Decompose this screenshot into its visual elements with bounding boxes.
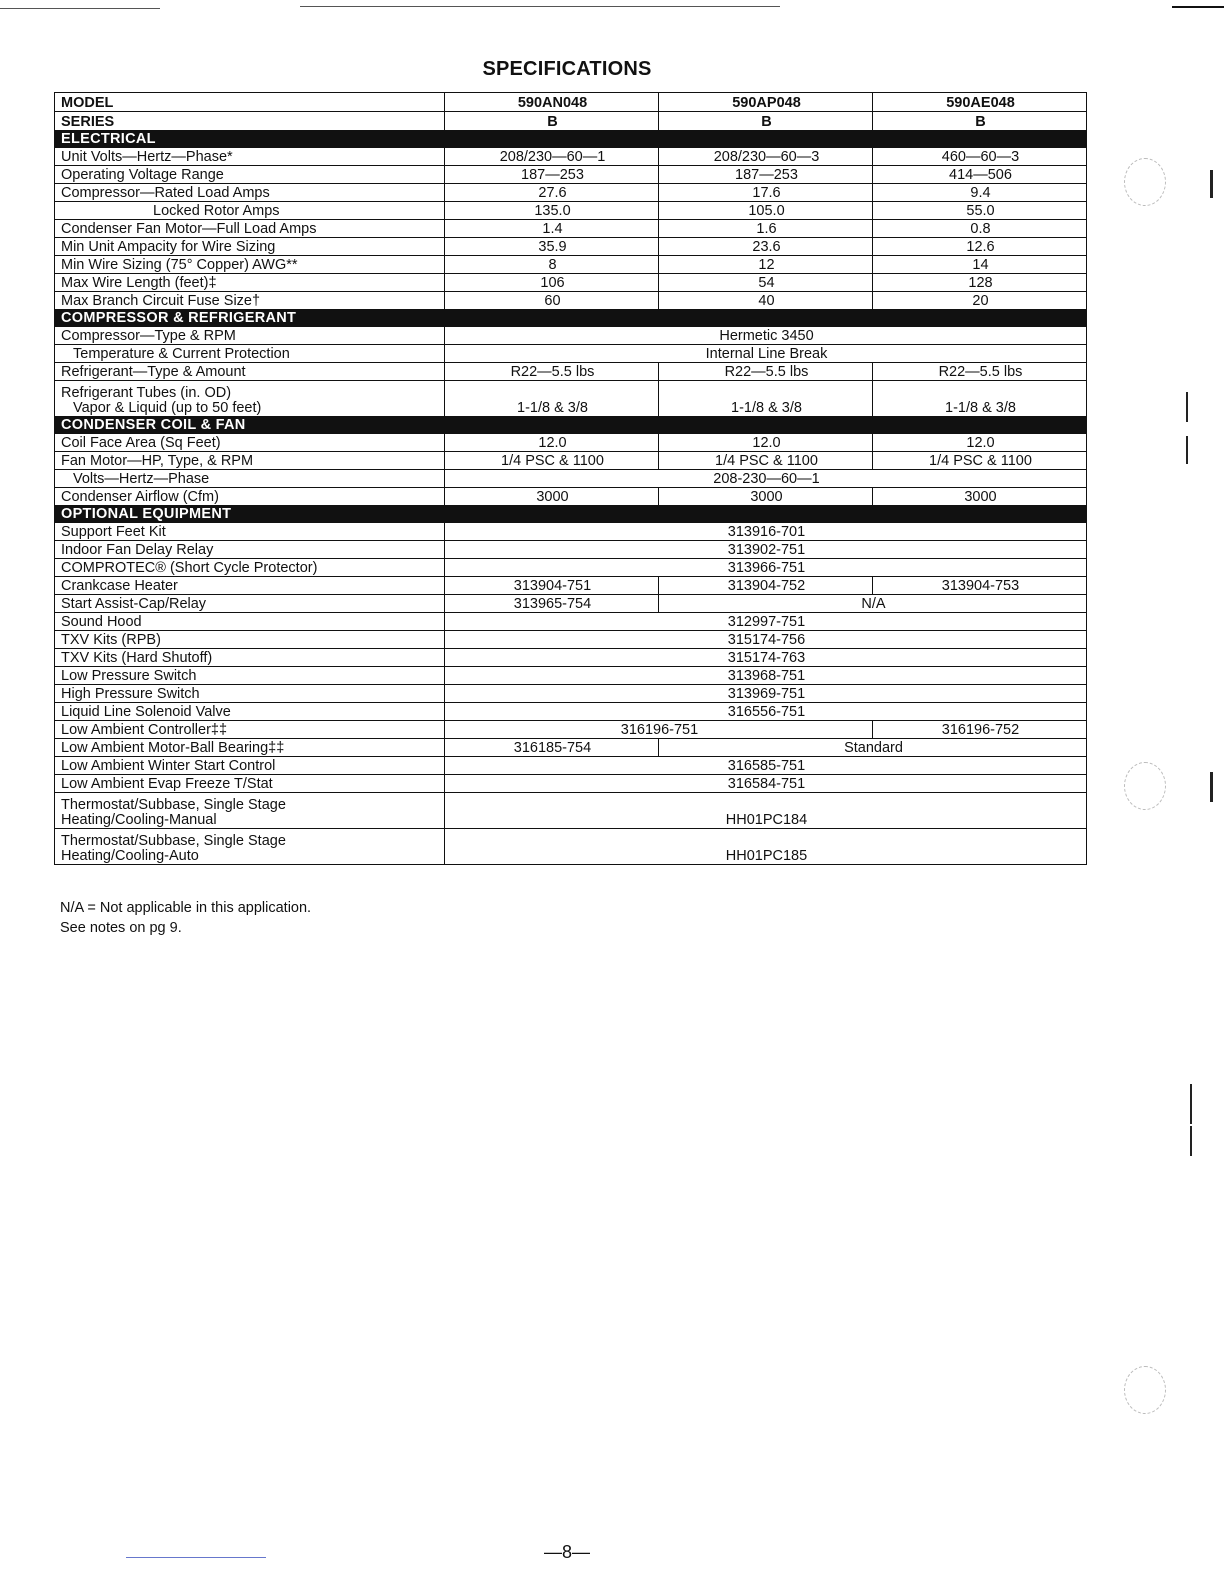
row-label: Compressor—Type & RPM xyxy=(55,327,445,345)
series-2: B xyxy=(659,112,873,131)
row-label xyxy=(55,793,445,829)
row-label: Low Ambient Winter Start Control xyxy=(55,757,445,775)
table-row xyxy=(55,631,1087,649)
row-label: Crankcase Heater xyxy=(55,577,445,595)
cell-value: 0.8 xyxy=(873,220,1087,238)
model-1: 590AN048 xyxy=(445,93,659,112)
table-row xyxy=(55,166,1087,184)
section-optional-heading: OPTIONAL EQUIPMENT xyxy=(55,506,1087,523)
table-row xyxy=(55,559,1087,577)
table-row xyxy=(55,184,1087,202)
row-label: Fan Motor—HP, Type, & RPM xyxy=(55,452,445,470)
cell-value: 316185-754 xyxy=(445,739,659,757)
row-label: COMPROTEC® (Short Cycle Protector) xyxy=(55,559,445,577)
row-label: Volts—Hertz—Phase xyxy=(55,470,445,488)
cell-value: 1.4 xyxy=(445,220,659,238)
cell-value: 313968-751 xyxy=(445,667,1087,685)
table-row xyxy=(55,434,1087,452)
table-row xyxy=(55,541,1087,559)
cell-value: 9.4 xyxy=(873,184,1087,202)
row-label: Min Wire Sizing (75° Copper) AWG** xyxy=(55,256,445,274)
cell-value: R22—5.5 lbs xyxy=(445,363,659,381)
note-see-page: See notes on pg 9. xyxy=(60,920,182,936)
cell-value: 315174-756 xyxy=(445,631,1087,649)
series-label: SERIES xyxy=(55,112,445,131)
cell-value: 460—60—3 xyxy=(873,148,1087,166)
cell-value: 12.0 xyxy=(659,434,873,452)
row-label: Locked Rotor Amps xyxy=(55,202,445,220)
section-electrical-heading: ELECTRICAL xyxy=(55,131,1087,148)
cell-value: 313902-751 xyxy=(445,541,1087,559)
row-label: Low Ambient Controller‡‡ xyxy=(55,721,445,739)
hole-punch-mark-upper xyxy=(1124,158,1166,206)
cell-value: 35.9 xyxy=(445,238,659,256)
cell-value: 3000 xyxy=(445,488,659,506)
row-label: High Pressure Switch xyxy=(55,685,445,703)
table-row xyxy=(55,452,1087,470)
cell-value: 20 xyxy=(873,292,1087,310)
cell-value: 55.0 xyxy=(873,202,1087,220)
row-label: TXV Kits (Hard Shutoff) xyxy=(55,649,445,667)
table-row xyxy=(55,739,1087,757)
cell-value: 27.6 xyxy=(445,184,659,202)
scan-top-line-right xyxy=(300,6,780,7)
model-label: MODEL xyxy=(55,93,445,112)
row-label: Temperature & Current Protection xyxy=(55,345,445,363)
edge-mark-5 xyxy=(1190,1084,1192,1124)
table-row xyxy=(55,523,1087,541)
cell-value: 12.0 xyxy=(873,434,1087,452)
footer-rule xyxy=(126,1557,266,1558)
cell-value: 313965-754 xyxy=(445,595,659,613)
table-notes xyxy=(60,898,311,938)
row-label-line-2: Vapor & Liquid (up to 50 feet) xyxy=(73,400,262,416)
section-electrical xyxy=(55,131,1087,148)
cell-value: R22—5.5 lbs xyxy=(873,363,1087,381)
cell-value: 316196-751 xyxy=(445,721,873,739)
edge-mark-2 xyxy=(1186,392,1188,422)
table-row xyxy=(55,775,1087,793)
cell-value: 17.6 xyxy=(659,184,873,202)
table-row xyxy=(55,649,1087,667)
hole-punch-mark-middle xyxy=(1124,762,1166,810)
cell-value: 1-1/8 & 3/8 xyxy=(659,381,873,417)
edge-mark-3 xyxy=(1186,436,1188,464)
row-label: Low Pressure Switch xyxy=(55,667,445,685)
model-2: 590AP048 xyxy=(659,93,873,112)
cell-value: 1/4 PSC & 1100 xyxy=(873,452,1087,470)
table-row xyxy=(55,381,1087,417)
row-label: Max Wire Length (feet)‡ xyxy=(55,274,445,292)
cell-value: 105.0 xyxy=(659,202,873,220)
cell-value: 313904-751 xyxy=(445,577,659,595)
cell-value: 12.0 xyxy=(445,434,659,452)
section-condenser-heading: CONDENSER COIL & FAN xyxy=(55,417,1087,434)
series-3: B xyxy=(873,112,1087,131)
cell-value: HH01PC184 xyxy=(445,793,1087,829)
cell-value: 14 xyxy=(873,256,1087,274)
hole-punch-mark-lower xyxy=(1124,1366,1166,1414)
row-label-line-2: Heating/Cooling-Manual xyxy=(61,812,217,828)
row-label: Low Ambient Evap Freeze T/Stat xyxy=(55,775,445,793)
row-label: Sound Hood xyxy=(55,613,445,631)
model-3: 590AE048 xyxy=(873,93,1087,112)
cell-value: 40 xyxy=(659,292,873,310)
series-1: B xyxy=(445,112,659,131)
cell-value: 316196-752 xyxy=(873,721,1087,739)
row-label: Condenser Fan Motor—Full Load Amps xyxy=(55,220,445,238)
row-label: Start Assist-Cap/Relay xyxy=(55,595,445,613)
table-row xyxy=(55,488,1087,506)
row-label: Coil Face Area (Sq Feet) xyxy=(55,434,445,452)
cell-value: N/A xyxy=(659,595,1087,613)
cell-value: 414—506 xyxy=(873,166,1087,184)
cell-value: 128 xyxy=(873,274,1087,292)
cell-value: 313904-752 xyxy=(659,577,873,595)
table-row xyxy=(55,274,1087,292)
cell-value: 187—253 xyxy=(445,166,659,184)
row-label: Min Unit Ampacity for Wire Sizing xyxy=(55,238,445,256)
section-condenser xyxy=(55,417,1087,434)
cell-value: 312997-751 xyxy=(445,613,1087,631)
edge-mark-4 xyxy=(1210,772,1213,802)
cell-value: 1-1/8 & 3/8 xyxy=(445,381,659,417)
scan-top-line-far-right xyxy=(1172,6,1224,8)
cell-value: 316585-751 xyxy=(445,757,1087,775)
cell-value: 12.6 xyxy=(873,238,1087,256)
table-row xyxy=(55,470,1087,488)
table-row xyxy=(55,703,1087,721)
row-label: Low Ambient Motor-Ball Bearing‡‡ xyxy=(55,739,445,757)
row-label: Indoor Fan Delay Relay xyxy=(55,541,445,559)
row-label: Support Feet Kit xyxy=(55,523,445,541)
cell-value: 313969-751 xyxy=(445,685,1087,703)
table-row xyxy=(55,685,1087,703)
cell-value: 208/230—60—3 xyxy=(659,148,873,166)
cell-value: 208/230—60—1 xyxy=(445,148,659,166)
cell-value: 3000 xyxy=(659,488,873,506)
table-row xyxy=(55,577,1087,595)
section-compressor-heading: COMPRESSOR & REFRIGERANT xyxy=(55,310,1087,327)
cell-value: 106 xyxy=(445,274,659,292)
cell-value: 1/4 PSC & 1100 xyxy=(445,452,659,470)
cell-value: Hermetic 3450 xyxy=(445,327,1087,345)
cell-value: 316584-751 xyxy=(445,775,1087,793)
cell-value: Standard xyxy=(659,739,1087,757)
row-label: Operating Voltage Range xyxy=(55,166,445,184)
page-number: —8— xyxy=(543,1542,590,1562)
specifications-table xyxy=(54,92,1087,865)
cell-value: 313966-751 xyxy=(445,559,1087,577)
cell-value: 1.6 xyxy=(659,220,873,238)
table-row xyxy=(55,613,1087,631)
table-row xyxy=(55,345,1087,363)
cell-value: Internal Line Break xyxy=(445,345,1087,363)
cell-value: 1/4 PSC & 1100 xyxy=(659,452,873,470)
page-title: SPECIFICATIONS xyxy=(482,58,652,80)
table-row xyxy=(55,327,1087,345)
row-label: Max Branch Circuit Fuse Size† xyxy=(55,292,445,310)
cell-value: 135.0 xyxy=(445,202,659,220)
table-row xyxy=(55,721,1087,739)
cell-value: 187—253 xyxy=(659,166,873,184)
cell-value: 12 xyxy=(659,256,873,274)
table-row xyxy=(55,793,1087,829)
cell-value: R22—5.5 lbs xyxy=(659,363,873,381)
row-label-line-1: Thermostat/Subbase, Single Stage xyxy=(61,797,286,813)
table-row xyxy=(55,256,1087,274)
cell-value: 208-230—60—1 xyxy=(445,470,1087,488)
table-row xyxy=(55,220,1087,238)
table-row xyxy=(55,238,1087,256)
cell-value: 1-1/8 & 3/8 xyxy=(873,381,1087,417)
cell-value: 3000 xyxy=(873,488,1087,506)
section-optional xyxy=(55,506,1087,523)
row-label xyxy=(55,381,445,417)
note-na: N/A = Not applicable in this application. xyxy=(60,900,312,916)
cell-value: 316556-751 xyxy=(445,703,1087,721)
cell-value: HH01PC185 xyxy=(445,829,1087,865)
row-label-line-2: Heating/Cooling-Auto xyxy=(61,848,199,864)
table-row xyxy=(55,829,1087,865)
row-label: Condenser Airflow (Cfm) xyxy=(55,488,445,506)
model-row xyxy=(55,93,1087,112)
scan-top-line-left xyxy=(0,8,160,9)
table-row xyxy=(55,202,1087,220)
row-label: Compressor—Rated Load Amps xyxy=(55,184,445,202)
cell-value: 313904-753 xyxy=(873,577,1087,595)
row-label-line-1: Thermostat/Subbase, Single Stage xyxy=(61,833,286,849)
series-row xyxy=(55,112,1087,131)
edge-mark-1 xyxy=(1210,170,1213,198)
cell-value: 60 xyxy=(445,292,659,310)
cell-value: 313916-701 xyxy=(445,523,1087,541)
row-label: Liquid Line Solenoid Valve xyxy=(55,703,445,721)
row-label: TXV Kits (RPB) xyxy=(55,631,445,649)
edge-mark-6 xyxy=(1190,1126,1192,1156)
row-label xyxy=(55,829,445,865)
cell-value: 8 xyxy=(445,256,659,274)
section-compressor xyxy=(55,310,1087,327)
table-row xyxy=(55,667,1087,685)
table-row xyxy=(55,363,1087,381)
table-row xyxy=(55,292,1087,310)
row-label: Refrigerant—Type & Amount xyxy=(55,363,445,381)
row-label: Unit Volts—Hertz—Phase* xyxy=(55,148,445,166)
table-row xyxy=(55,148,1087,166)
cell-value: 23.6 xyxy=(659,238,873,256)
table-row xyxy=(55,757,1087,775)
row-label-line-1: Refrigerant Tubes (in. OD) xyxy=(61,385,232,401)
cell-value: 315174-763 xyxy=(445,649,1087,667)
cell-value: 54 xyxy=(659,274,873,292)
table-row xyxy=(55,595,1087,613)
